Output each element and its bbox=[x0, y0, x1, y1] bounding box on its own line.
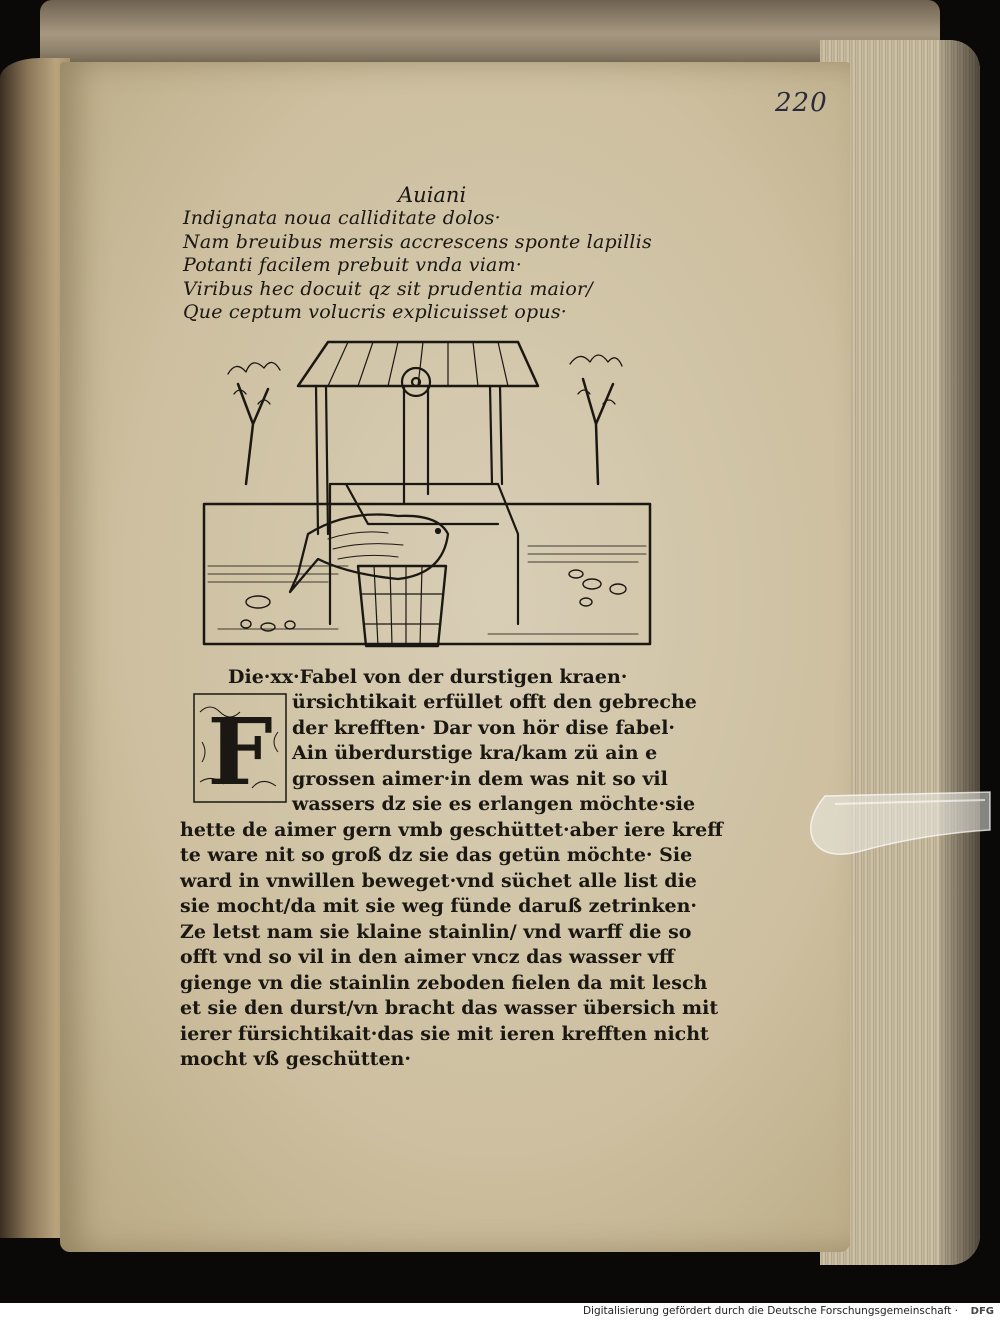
body-line: grossen aimer·in dem was nit so vil bbox=[292, 767, 668, 790]
verse-line: Indignata noua calliditate dolos· bbox=[183, 207, 501, 229]
footer-credit: Digitalisierung gefördert durch die Deutsche Forschungsgemeinschaft · bbox=[582, 1305, 958, 1317]
body-line: der krefften· Dar von hör dise fabel· bbox=[292, 716, 676, 739]
body-line: et sie den durst/vn bracht das wasser übersich mit bbox=[180, 997, 719, 1019]
body-line: mocht vß geschütten· bbox=[180, 1048, 411, 1070]
body-line: ward in vnwillen beweget·vnd süchet alle list die bbox=[180, 869, 697, 892]
bookmark-strip bbox=[805, 790, 995, 868]
initial-letter: F bbox=[207, 698, 273, 804]
verse-line: Nam breuibus mersis accrescens sponte lapillis bbox=[183, 230, 652, 253]
verse-block bbox=[183, 207, 653, 325]
verse-line: Potanti facilem prebuit vnda viam· bbox=[183, 254, 522, 276]
folio-number: 220 bbox=[775, 88, 828, 118]
body-line: hette de aimer gern vmb geschüttet·aber iere kreff bbox=[180, 818, 723, 841]
body-line: ierer fürsichtikait·das sie mit ieren krefften nicht bbox=[180, 1022, 709, 1045]
page-block-shadow bbox=[940, 40, 980, 1265]
verse-line: Viribus hec docuit qz sit prudentia maior/ bbox=[183, 277, 593, 300]
verse-line: Que ceptum volucris explicuisset opus· bbox=[183, 301, 568, 323]
footer-bar bbox=[0, 1303, 1000, 1321]
body-line: gienge vn die stainlin zeboden fielen da mit lesch bbox=[180, 971, 708, 994]
body-line: Ain überdurstige kra/kam zü ain e bbox=[292, 742, 658, 764]
body-line: Ze letst nam sie klaine stainlin/ vnd warff die so bbox=[180, 920, 692, 943]
fable-body bbox=[180, 690, 723, 1073]
fable-heading: Die·xx·Fabel von der durstigen kraen· bbox=[228, 666, 628, 688]
woodcut-illustration bbox=[198, 334, 658, 656]
body-line: ürsichtikait erfüllet offt den gebreche bbox=[292, 691, 697, 713]
body-line: te ware nit so groß dz sie das getün möchte· Sie bbox=[180, 844, 693, 866]
body-line: wassers dz sie es erlangen möchte·sie bbox=[292, 793, 696, 815]
body-line: sie mocht/da mit sie weg fünde daruß zetrinken· bbox=[180, 895, 698, 917]
dfg-logo: DFG bbox=[970, 1306, 994, 1317]
running-head: Auiani bbox=[398, 183, 467, 207]
body-line: offt vnd so vil in den aimer vncz das wasser vff bbox=[180, 946, 675, 968]
